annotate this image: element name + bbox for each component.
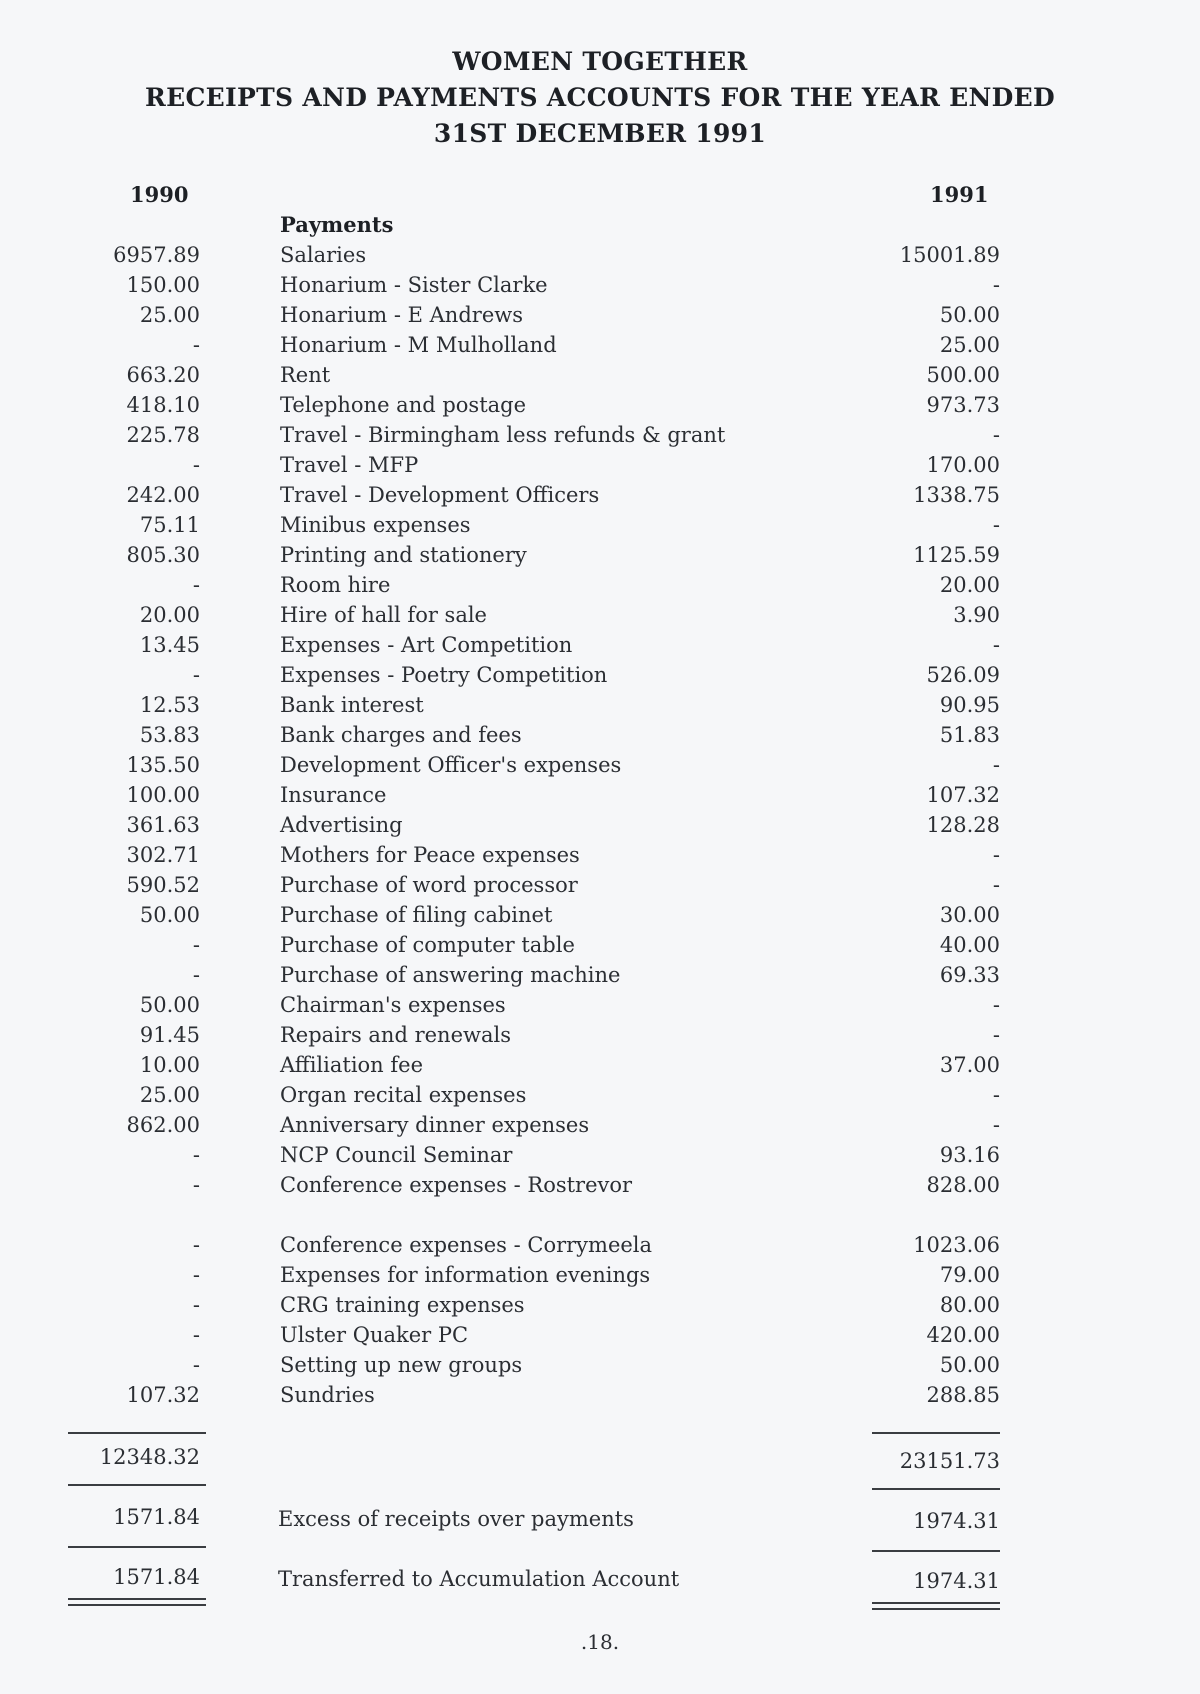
row-label: Honarium - M Mulholland — [280, 333, 557, 357]
rule-above-transfer-1991 — [872, 1550, 1000, 1552]
amount-1991: 1338.75 — [913, 483, 1000, 507]
amount-1991: 50.00 — [939, 1353, 1000, 1377]
table-row — [0, 570, 1200, 600]
table-row — [0, 720, 1200, 750]
amount-1991: 37.00 — [939, 1053, 1000, 1077]
row-label: Travel - MFP — [280, 453, 419, 477]
row-label: Bank interest — [280, 693, 424, 717]
amount-1990: - — [192, 453, 200, 477]
double-rule-1991-a — [872, 1602, 1000, 1604]
amount-1991: 79.00 — [939, 1263, 1000, 1287]
page-number: .18. — [580, 1630, 620, 1654]
amount-1990: 361.63 — [126, 813, 200, 837]
amount-1990: - — [192, 1173, 200, 1197]
amount-1991: 69.33 — [939, 963, 1000, 987]
rule-above-total-1991 — [872, 1432, 1000, 1434]
row-label: Rent — [280, 363, 331, 387]
row-label: Printing and stationery — [280, 543, 527, 567]
table-row — [0, 420, 1200, 450]
table-row — [0, 780, 1200, 810]
column-header-1990: 1990 — [130, 182, 189, 207]
table-row — [0, 510, 1200, 540]
title-line-3: 31ST DECEMBER 1991 — [433, 119, 767, 148]
amount-1990: 13.45 — [139, 633, 200, 657]
amount-1991: 51.83 — [939, 723, 1000, 747]
table-row — [0, 540, 1200, 570]
table-row — [0, 660, 1200, 690]
double-rule-1991-b — [872, 1608, 1000, 1610]
table-row — [0, 1260, 1200, 1290]
double-rule-1990-a — [68, 1598, 206, 1600]
amount-1991: 420.00 — [926, 1323, 1000, 1347]
amount-1990: - — [192, 663, 200, 687]
amount-1991: - — [992, 843, 1000, 867]
table-row — [0, 600, 1200, 630]
amount-1991: 500.00 — [926, 363, 1000, 387]
row-label: Mothers for Peace expenses — [280, 843, 580, 867]
row-label: Repairs and renewals — [280, 1023, 511, 1047]
amount-1990: 590.52 — [126, 873, 200, 897]
table-row — [0, 960, 1200, 990]
amount-1990: 100.00 — [126, 783, 200, 807]
amount-1990: 25.00 — [139, 1083, 200, 1107]
amount-1990: 663.20 — [126, 363, 200, 387]
amount-1990: 805.30 — [126, 543, 200, 567]
total-1991: 23151.73 — [899, 1449, 1000, 1473]
amount-1990: - — [192, 1353, 200, 1377]
table-row — [0, 1380, 1200, 1410]
amount-1991: 93.16 — [939, 1143, 1000, 1167]
amount-1991: 15001.89 — [899, 243, 1000, 267]
amount-1991: 828.00 — [926, 1173, 1000, 1197]
amount-1990: 6957.89 — [113, 243, 200, 267]
amount-1991: - — [992, 273, 1000, 297]
amount-1990: 75.11 — [139, 513, 200, 537]
amount-1990: 20.00 — [139, 603, 200, 627]
table-row — [0, 240, 1200, 270]
table-row — [0, 390, 1200, 420]
row-label: Setting up new groups — [280, 1353, 523, 1377]
row-label: NCP Council Seminar — [280, 1143, 513, 1167]
table-row — [0, 1140, 1200, 1170]
amount-1990: - — [192, 333, 200, 357]
amount-1991: 90.95 — [939, 693, 1000, 717]
row-label: Travel - Birmingham less refunds & grant — [280, 423, 726, 447]
table-row — [0, 1290, 1200, 1320]
row-label: Insurance — [280, 783, 387, 807]
row-label: Salaries — [280, 243, 367, 267]
table-row — [0, 1170, 1200, 1200]
amount-1991: 25.00 — [939, 333, 1000, 357]
row-label: Purchase of word processor — [280, 873, 578, 897]
row-label: CRG training expenses — [280, 1293, 525, 1317]
amount-1991: 30.00 — [939, 903, 1000, 927]
row-label: Ulster Quaker PC — [280, 1323, 469, 1347]
table-row — [0, 300, 1200, 330]
row-label: Conference expenses - Rostrevor — [280, 1173, 633, 1197]
table-row — [0, 1080, 1200, 1110]
row-label: Conference expenses - Corrymeela — [280, 1233, 653, 1257]
row-label: Room hire — [280, 573, 391, 597]
table-row — [0, 900, 1200, 930]
amount-1990: - — [192, 1323, 200, 1347]
row-label: Purchase of computer table — [280, 933, 575, 957]
amount-1990: 862.00 — [126, 1113, 200, 1137]
amount-1990: - — [192, 963, 200, 987]
amount-1990: 225.78 — [126, 423, 200, 447]
amount-1990: 25.00 — [139, 303, 200, 327]
row-label: Advertising — [280, 813, 403, 837]
amount-1991: 50.00 — [939, 303, 1000, 327]
amount-1990: 50.00 — [139, 993, 200, 1017]
amount-1991: 1125.59 — [913, 543, 1000, 567]
amount-1991: - — [992, 633, 1000, 657]
excess-label: Excess of receipts over payments — [278, 1507, 634, 1531]
section-heading-payments: Payments — [280, 212, 394, 237]
amount-1991: 40.00 — [939, 933, 1000, 957]
amount-1990: 10.00 — [139, 1053, 200, 1077]
row-label: Travel - Development Officers — [280, 483, 600, 507]
amount-1991: - — [992, 1083, 1000, 1107]
amount-1991: 80.00 — [939, 1293, 1000, 1317]
row-label: Chairman's expenses — [280, 993, 506, 1017]
table-row — [0, 450, 1200, 480]
row-label: Telephone and postage — [280, 393, 527, 417]
table-row — [0, 1110, 1200, 1140]
amount-1990: 91.45 — [139, 1023, 200, 1047]
amount-1991: - — [992, 753, 1000, 777]
rule-below-total-1990 — [68, 1484, 206, 1486]
table-row — [0, 870, 1200, 900]
amount-1991: 526.09 — [926, 663, 1000, 687]
amount-1990: 135.50 — [126, 753, 200, 777]
amount-1991: 3.90 — [953, 603, 1000, 627]
rule-above-transfer-1990 — [68, 1546, 206, 1548]
amount-1990: - — [192, 1263, 200, 1287]
amount-1990: 12.53 — [139, 693, 200, 717]
table-row — [0, 690, 1200, 720]
row-label: Expenses - Poetry Competition — [280, 663, 608, 687]
table-row — [0, 480, 1200, 510]
table-row — [0, 750, 1200, 780]
rule-below-total-1991 — [872, 1488, 1000, 1490]
column-header-1991: 1991 — [930, 182, 989, 207]
amount-1991: 288.85 — [926, 1383, 1000, 1407]
row-label: Expenses - Art Competition — [280, 633, 573, 657]
row-label: Purchase of filing cabinet — [280, 903, 553, 927]
table-row — [0, 330, 1200, 360]
amount-1990: 302.71 — [126, 843, 200, 867]
row-label: Anniversary dinner expenses — [280, 1113, 590, 1137]
table-row — [0, 1230, 1200, 1260]
amount-1990: 418.10 — [126, 393, 200, 417]
title-line-1: WOMEN TOGETHER — [452, 47, 748, 76]
table-row — [0, 1050, 1200, 1080]
amount-1990: - — [192, 1143, 200, 1167]
total-1990: 12348.32 — [99, 1445, 200, 1469]
transferred-1990: 1571.84 — [113, 1565, 200, 1589]
table-row — [0, 360, 1200, 390]
amount-1991: 1023.06 — [913, 1233, 1000, 1257]
amount-1991: 170.00 — [926, 453, 1000, 477]
payments-table — [0, 240, 1200, 1410]
row-label: Purchase of answering machine — [280, 963, 621, 987]
amount-1990: - — [192, 1233, 200, 1257]
amount-1991: 107.32 — [926, 783, 1000, 807]
row-label: Affiliation fee — [280, 1053, 424, 1077]
row-label: Organ recital expenses — [280, 1083, 527, 1107]
table-row — [0, 1320, 1200, 1350]
amount-1991: - — [992, 513, 1000, 537]
row-label: Development Officer's expenses — [280, 753, 622, 777]
row-label: Honarium - E Andrews — [280, 303, 523, 327]
row-label: Expenses for information evenings — [280, 1263, 651, 1287]
amount-1991: 20.00 — [939, 573, 1000, 597]
amount-1991: - — [992, 873, 1000, 897]
amount-1991: - — [992, 1023, 1000, 1047]
excess-1991: 1974.31 — [913, 1509, 1000, 1533]
row-label: Sundries — [280, 1383, 375, 1407]
transferred-label: Transferred to Accumulation Account — [278, 1567, 680, 1591]
amount-1990: - — [192, 1293, 200, 1317]
table-row — [0, 810, 1200, 840]
table-row — [0, 840, 1200, 870]
amount-1990: 50.00 — [139, 903, 200, 927]
amount-1991: 128.28 — [926, 813, 1000, 837]
row-label: Hire of hall for sale — [280, 603, 487, 627]
table-row — [0, 990, 1200, 1020]
amount-1990: 150.00 — [126, 273, 200, 297]
amount-1990: 242.00 — [126, 483, 200, 507]
table-row — [0, 270, 1200, 300]
amount-1990: 53.83 — [139, 723, 200, 747]
amount-1991: 973.73 — [926, 393, 1000, 417]
table-row — [0, 1350, 1200, 1380]
transferred-1991: 1974.31 — [913, 1569, 1000, 1593]
amount-1990: - — [192, 573, 200, 597]
amount-1991: - — [992, 1113, 1000, 1137]
table-row — [0, 630, 1200, 660]
title-line-2: RECEIPTS AND PAYMENTS ACCOUNTS FOR THE YEAR ENDED — [145, 83, 1055, 112]
table-row — [0, 1020, 1200, 1050]
amount-1991: - — [992, 993, 1000, 1017]
rule-above-total-1990 — [68, 1432, 206, 1434]
double-rule-1990-b — [68, 1604, 206, 1606]
amount-1990: - — [192, 933, 200, 957]
excess-1990: 1571.84 — [113, 1505, 200, 1529]
row-label: Minibus expenses — [280, 513, 471, 537]
row-label: Bank charges and fees — [280, 723, 522, 747]
amount-1990: 107.32 — [126, 1383, 200, 1407]
table-row — [0, 930, 1200, 960]
amount-1991: - — [992, 423, 1000, 447]
document-title — [0, 44, 1200, 152]
row-label: Honarium - Sister Clarke — [280, 273, 548, 297]
